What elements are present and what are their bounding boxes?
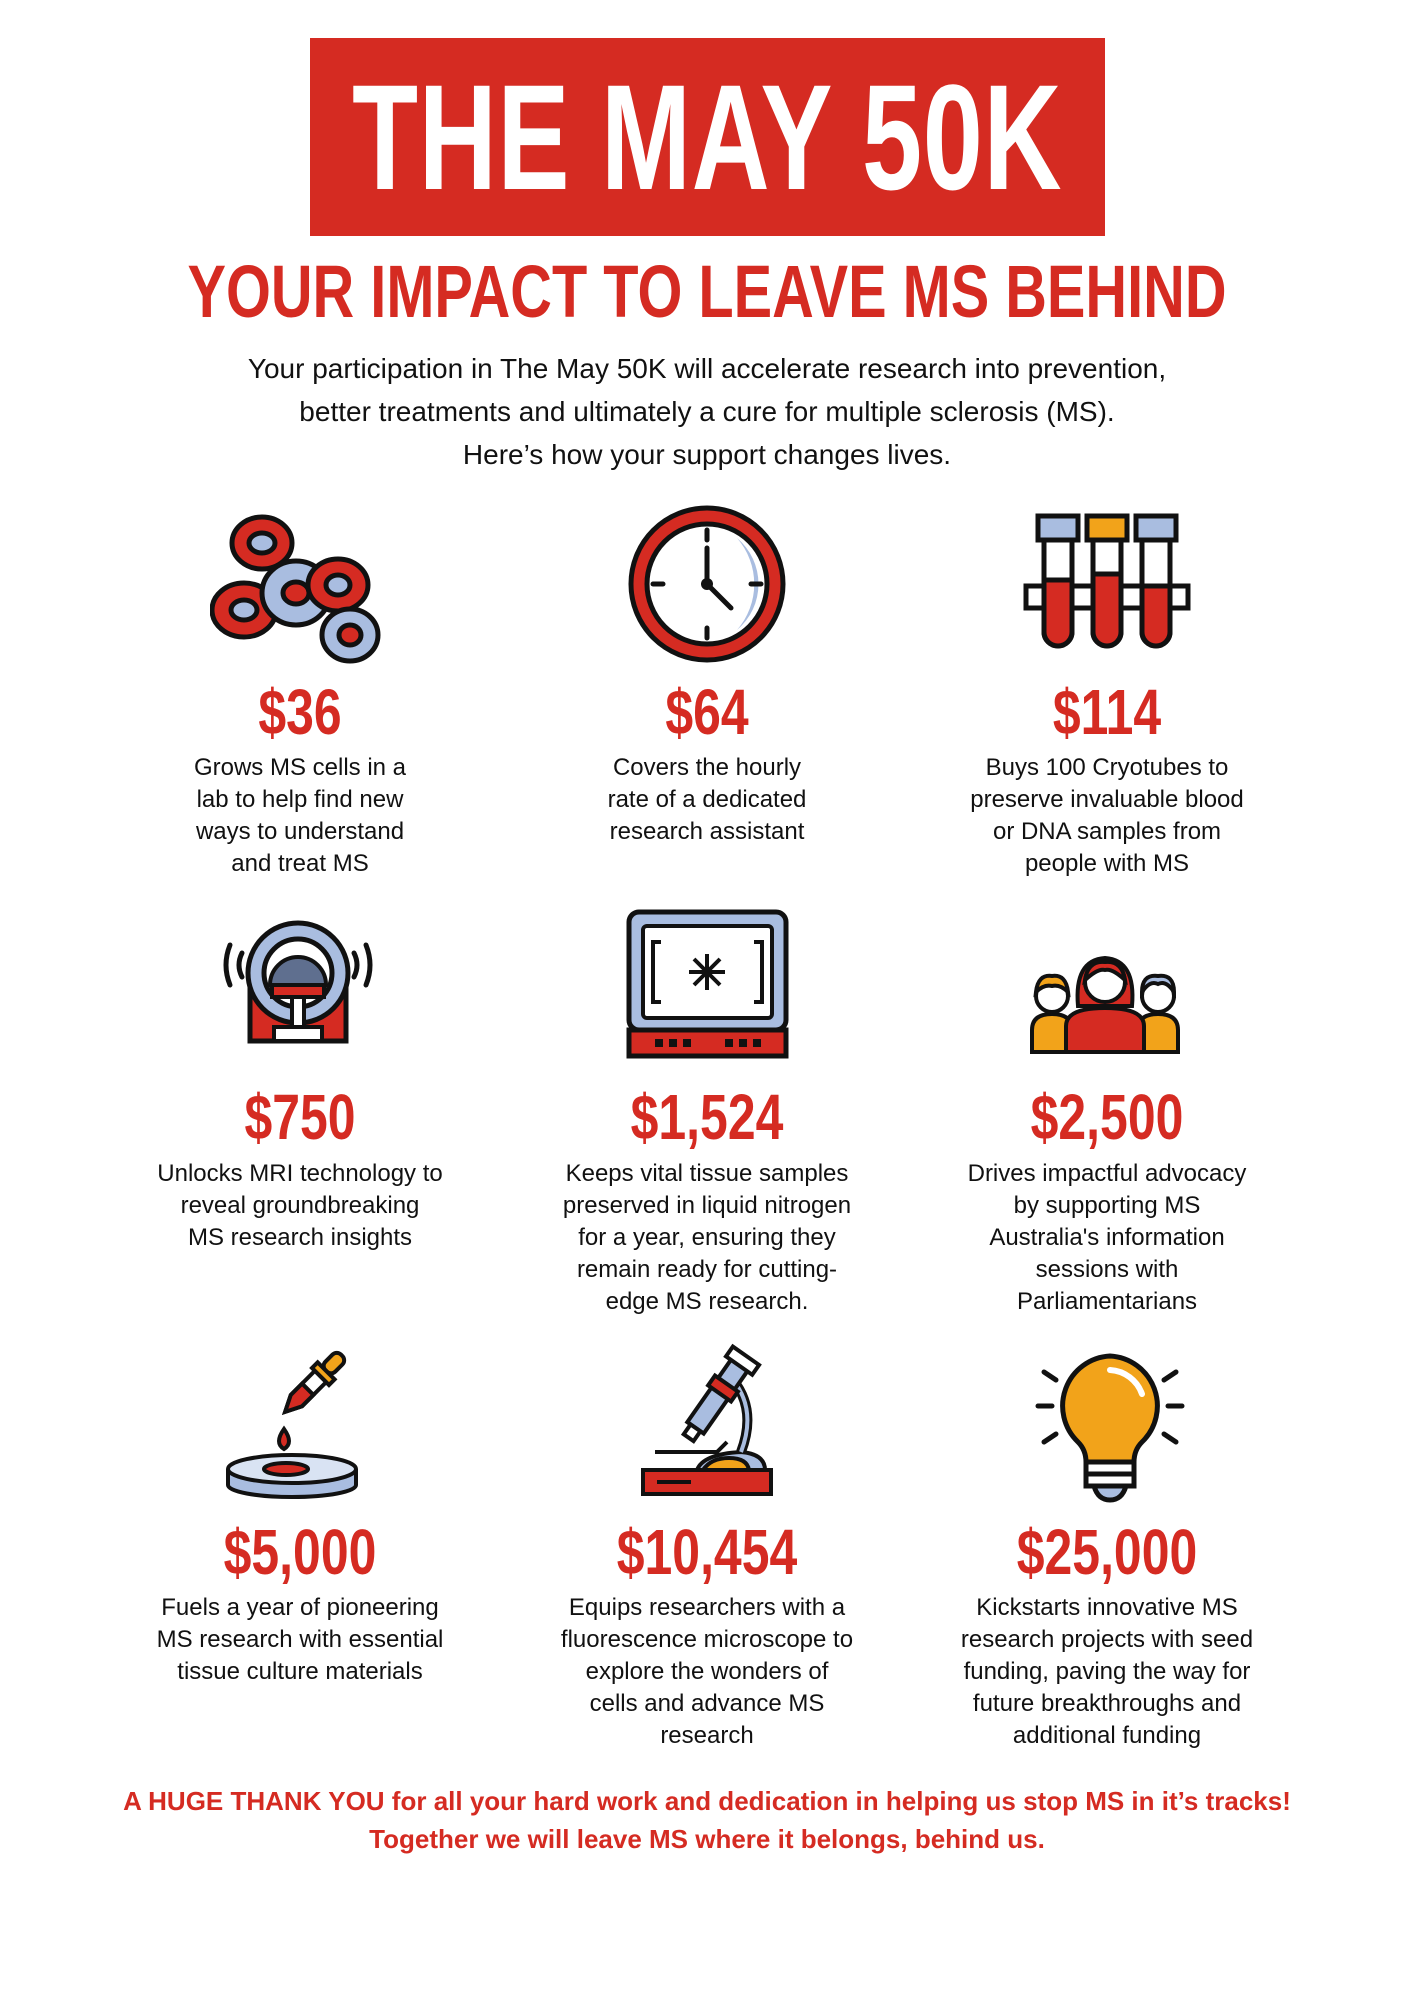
title-banner [310,38,1105,236]
description-line: Australia's information [989,1224,1225,1251]
description-line: MS research insights [187,1224,413,1251]
description-line: reveal groundbreaking [180,1192,420,1219]
donation-amount: $2,500 [1030,1081,1184,1153]
description-line: Keeps vital tissue samples [565,1160,849,1187]
clock-icon [627,503,787,665]
donation-amount: $36 [258,676,342,748]
intro-text [150,347,1264,476]
description-line: additional funding [1012,1722,1202,1749]
description-line: people with MS [1024,850,1190,877]
test-tubes-icon [1022,512,1192,660]
description-line: lab to help find new [196,786,404,813]
description-line: rate of a dedicated [607,786,807,813]
donation-description [507,1158,907,1318]
donation-amount: $114 [1052,676,1162,748]
donation-description [507,752,907,848]
description-line: Covers the hourly [612,754,802,781]
description-line: remain ready for cutting- [576,1256,838,1283]
description-line: funding, paving the way for [963,1658,1251,1685]
donation-description [907,1158,1307,1318]
cells-icon [210,505,390,670]
people-group-icon [1030,930,1180,1055]
donation-description [100,1592,500,1688]
description-line: cells and advance MS [589,1690,825,1717]
description-line: research projects with seed [960,1626,1254,1653]
mri-scanner-icon [218,915,378,1065]
donation-amount: $5,000 [223,1516,377,1588]
description-line: preserved in liquid nitrogen [562,1192,852,1219]
thank-you-message [0,1782,1414,1858]
donation-amount: $25,000 [1016,1516,1198,1588]
page-subtitle: YOUR IMPACT TO LEAVE MS BEHIND [187,250,1227,333]
intro-line: better treatments and ultimately a cure for multiple sclerosis (MS). [299,396,1115,427]
footer-line: Together we will leave MS where it belongs, behind us. [369,1824,1045,1854]
donation-description [100,752,500,880]
description-line: future breakthroughs and [972,1690,1242,1717]
donation-amount: $10,454 [616,1516,798,1588]
description-line: and treat MS [231,850,369,877]
description-line: edge MS research. [605,1288,809,1315]
description-line: Equips researchers with a [568,1594,846,1621]
description-line: tissue culture materials [177,1658,423,1685]
description-line: fluorescence microscope to [560,1626,854,1653]
donation-description [907,752,1307,880]
description-line: Buys 100 Cryotubes to [985,754,1229,781]
donation-amount: $750 [244,1081,356,1153]
freezer-icon [625,908,790,1065]
description-line: or DNA samples from [992,818,1222,845]
microscope-icon [637,1340,777,1500]
description-line: explore the wonders of [585,1658,829,1685]
description-line: for a year, ensuring they [578,1224,836,1251]
description-line: Unlocks MRI technology to [157,1160,443,1187]
description-line: by supporting MS [1013,1192,1201,1219]
light-bulb-icon [1030,1350,1190,1505]
page-title: THE MAY 50K [352,53,1063,221]
donation-description [100,1158,500,1254]
donation-amount: $1,524 [630,1081,784,1153]
description-line: ways to understand [195,818,405,845]
intro-line: Your participation in The May 50K will accelerate research into prevention, [247,353,1167,384]
description-line: MS research with essential [156,1626,444,1653]
description-line: research assistant [609,818,805,845]
description-line: research [660,1722,754,1749]
donation-description [507,1592,907,1752]
description-line: preserve invaluable blood [970,786,1244,813]
pipette-dish-icon [222,1345,362,1500]
description-line: Parliamentarians [1016,1288,1198,1315]
description-line: Drives impactful advocacy [967,1160,1247,1187]
intro-line: Here’s how your support changes lives. [462,439,952,470]
donation-description [907,1592,1307,1752]
donation-amount: $64 [665,676,749,748]
description-line: Grows MS cells in a [193,754,407,781]
description-line: Kickstarts innovative MS [976,1594,1238,1621]
description-line: Fuels a year of pioneering [161,1594,439,1621]
footer-line: A HUGE THANK YOU for all your hard work and dedication in helping us stop MS in it’s tracks! [123,1786,1291,1816]
description-line: sessions with [1035,1256,1179,1283]
